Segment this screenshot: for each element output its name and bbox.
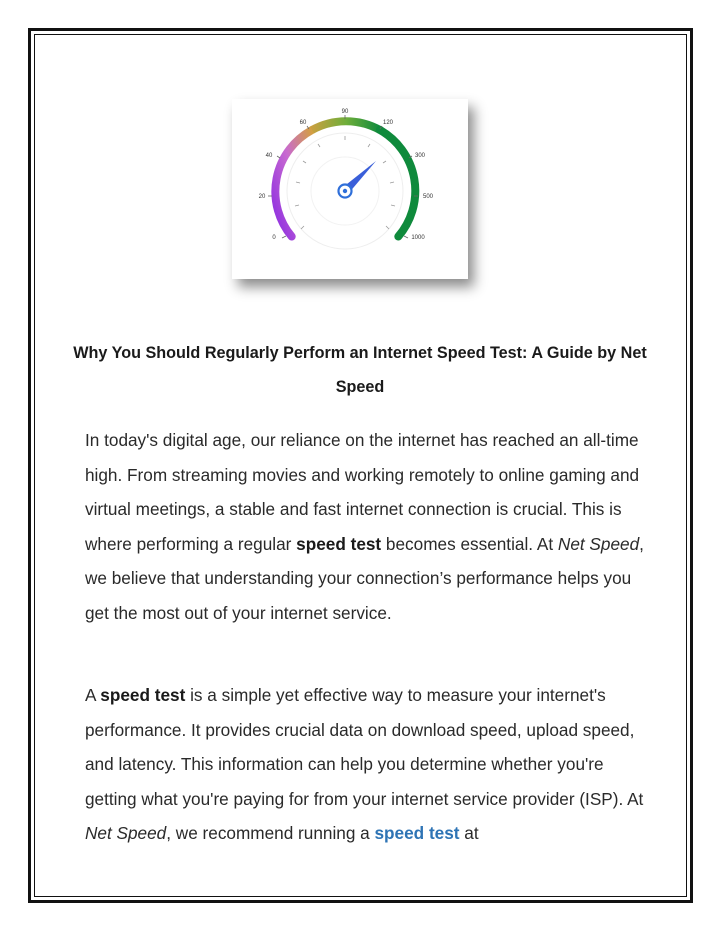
- gauge-label-300: 300: [414, 153, 426, 159]
- paragraph-speed-test: [85, 678, 645, 851]
- bold-text: speed test: [100, 685, 186, 705]
- text: is a simple yet effective way to measure your internet's performance. It provides crucial data on download speed, upload speed, and latency. This information can help you determine whether you're getting what you're paying for from your internet service provider (ISP). At: [85, 685, 644, 809]
- text: becomes essential. At: [381, 533, 558, 554]
- text: A: [85, 685, 101, 705]
- gauge-arc-mid: [312, 121, 380, 130]
- gauge-ticks: [295, 136, 395, 229]
- gauge-label-40: 40: [265, 153, 273, 159]
- text: , we recommend running a: [166, 823, 375, 844]
- gauge-label-60: 60: [299, 120, 307, 126]
- italic-text: Net Speed: [557, 533, 640, 554]
- speed-test-link[interactable]: speed test: [374, 823, 460, 844]
- gauge-arc-low: [275, 130, 312, 237]
- gauge-label-20: 20: [258, 194, 266, 200]
- italic-text: Net Speed: [85, 823, 167, 844]
- article-title: Why You Should Regularly Perform an Internet Speed Test: A Guide by Net Speed: [73, 344, 647, 396]
- gauge-label-500: 500: [422, 194, 434, 200]
- speedometer-image: [232, 99, 468, 279]
- text: at: [459, 823, 479, 844]
- gauge-label-1000: 1000: [411, 235, 425, 241]
- gauge-arc-high: [380, 130, 415, 237]
- speedometer-gauge: [232, 99, 468, 279]
- gauge-label-0: 0: [272, 235, 276, 241]
- gauge-hub-center: [343, 189, 347, 193]
- gauge-label-90: 90: [341, 109, 349, 115]
- bold-text: speed test: [296, 533, 382, 554]
- gauge-label-120: 120: [382, 120, 394, 126]
- text: , we believe that understanding your connection’s performance helps you get the most out of your internet service.: [85, 533, 644, 623]
- text: In today's digital age, our reliance on the internet has reached an all-time high. From streaming movies and working remotely to online gaming and virtual meetings, a stable and fast internet connection is crucial. This is where performing a regular: [85, 430, 640, 554]
- paragraph-intro: [85, 423, 645, 631]
